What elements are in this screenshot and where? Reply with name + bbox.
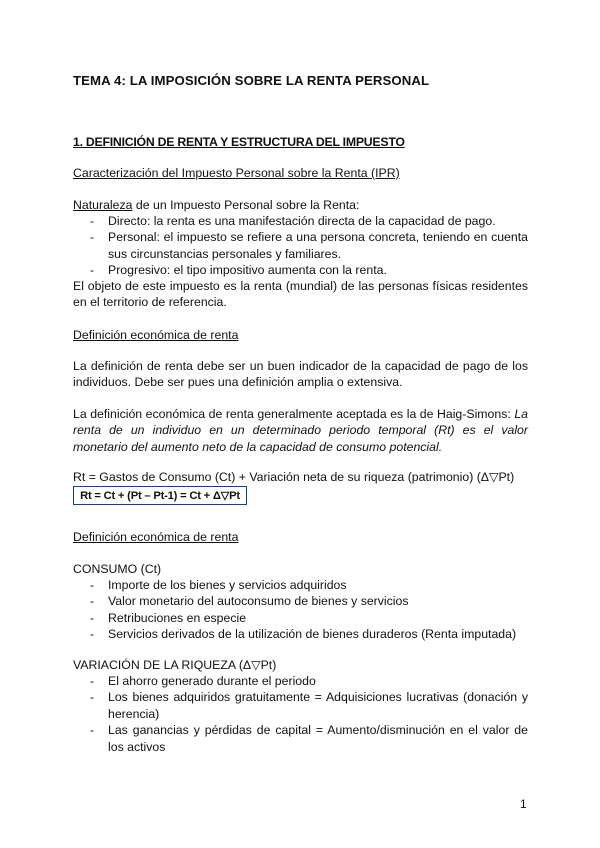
- naturaleza-list: [73, 213, 528, 279]
- variacion-heading: VARIACIÓN DE LA RIQUEZA (Δ▽Pt): [73, 658, 277, 672]
- naturaleza-lead: [73, 197, 359, 213]
- page-number: 1: [520, 797, 527, 811]
- section-heading: 1. DEFINICIÓN DE RENTA Y ESTRUCTURA DEL IMPUESTO: [73, 135, 405, 149]
- list-item: - El ahorro generado durante el periodo: [90, 674, 316, 688]
- dash-icon: -: [90, 263, 95, 278]
- haig-simons-definition: La renta de un individuo en un determinado periodo temporal (Rt) es el valor monetario del aumento neto de la capacidad de consumo potencial.: [73, 407, 528, 454]
- formula-box: Rt = Ct + (Pt – Pt-1) = Ct + Δ▽Pt: [73, 486, 247, 505]
- dash-icon: -: [90, 723, 95, 738]
- haig-simons-lead: La definición económica de renta generalmente aceptada es la de Haig-Simons:: [73, 407, 515, 421]
- haig-simons-paragraph: [73, 406, 528, 455]
- dash-icon: -: [90, 578, 95, 592]
- list-item: - Servicios derivados de la utilización de bienes duraderos (Renta imputada): [90, 627, 517, 642]
- dash-icon: -: [90, 627, 95, 642]
- rt-equation-line: Rt = Gastos de Consumo (Ct) + Variación neta de su riqueza (patrimonio) (Δ▽Pt): [73, 470, 515, 484]
- list-item: - Los bienes adquiridos gratuitamente = Adquisiciones lucrativas (donación y herencia): [90, 690, 528, 721]
- variacion-list: [73, 673, 528, 755]
- subheading-def-economica: Definición económica de renta: [73, 328, 239, 342]
- dash-icon: -: [90, 674, 95, 688]
- list-item: - Directo: la renta es una manifestación directa de la capacidad de pago.: [90, 214, 496, 228]
- naturaleza-lead-rest: de un Impuesto Personal sobre la Renta:: [132, 198, 360, 212]
- consumo-list: [73, 577, 528, 643]
- consumo-heading: CONSUMO (Ct): [73, 562, 162, 576]
- objeto-paragraph: El objeto de este impuesto es la renta (mundial) de las personas físicas residentes en el territorio de referencia.: [73, 279, 528, 310]
- list-item: - Las ganancias y pérdidas de capital = Aumento/disminución en el valor de los activos: [90, 723, 528, 754]
- dash-icon: -: [90, 230, 95, 245]
- dash-icon: -: [90, 610, 95, 625]
- list-item: - Valor monetario del autoconsumo de bienes y servicios: [90, 594, 409, 609]
- list-item: - Importe de los bienes y servicios adquiridos: [90, 578, 347, 592]
- page-title: TEMA 4: LA IMPOSICIÓN SOBRE LA RENTA PERSONAL: [73, 73, 430, 88]
- definicion-paragraph: La definición de renta debe ser un buen indicador de la capacidad de pago de los individuos. Debe ser pues una definición amplia o extensiva.: [73, 359, 528, 390]
- list-item: - Retribuciones en especie: [90, 610, 247, 625]
- dash-icon: -: [90, 594, 95, 609]
- subheading-ipr: Caracterización del Impuesto Personal sobre la Renta (IPR): [73, 166, 400, 180]
- list-item: - Personal: el impuesto se refiere a una persona concreta, teniendo en cuenta sus circunstancias personales y familiares.: [90, 230, 528, 261]
- dash-icon: -: [90, 690, 95, 705]
- list-item: - Progresivo: el tipo impositivo aumenta con la renta.: [90, 263, 387, 278]
- naturaleza-underlined: Naturaleza: [73, 198, 133, 212]
- dash-icon: -: [90, 214, 95, 228]
- subheading-def-economica-2: Definición económica de renta: [73, 530, 239, 544]
